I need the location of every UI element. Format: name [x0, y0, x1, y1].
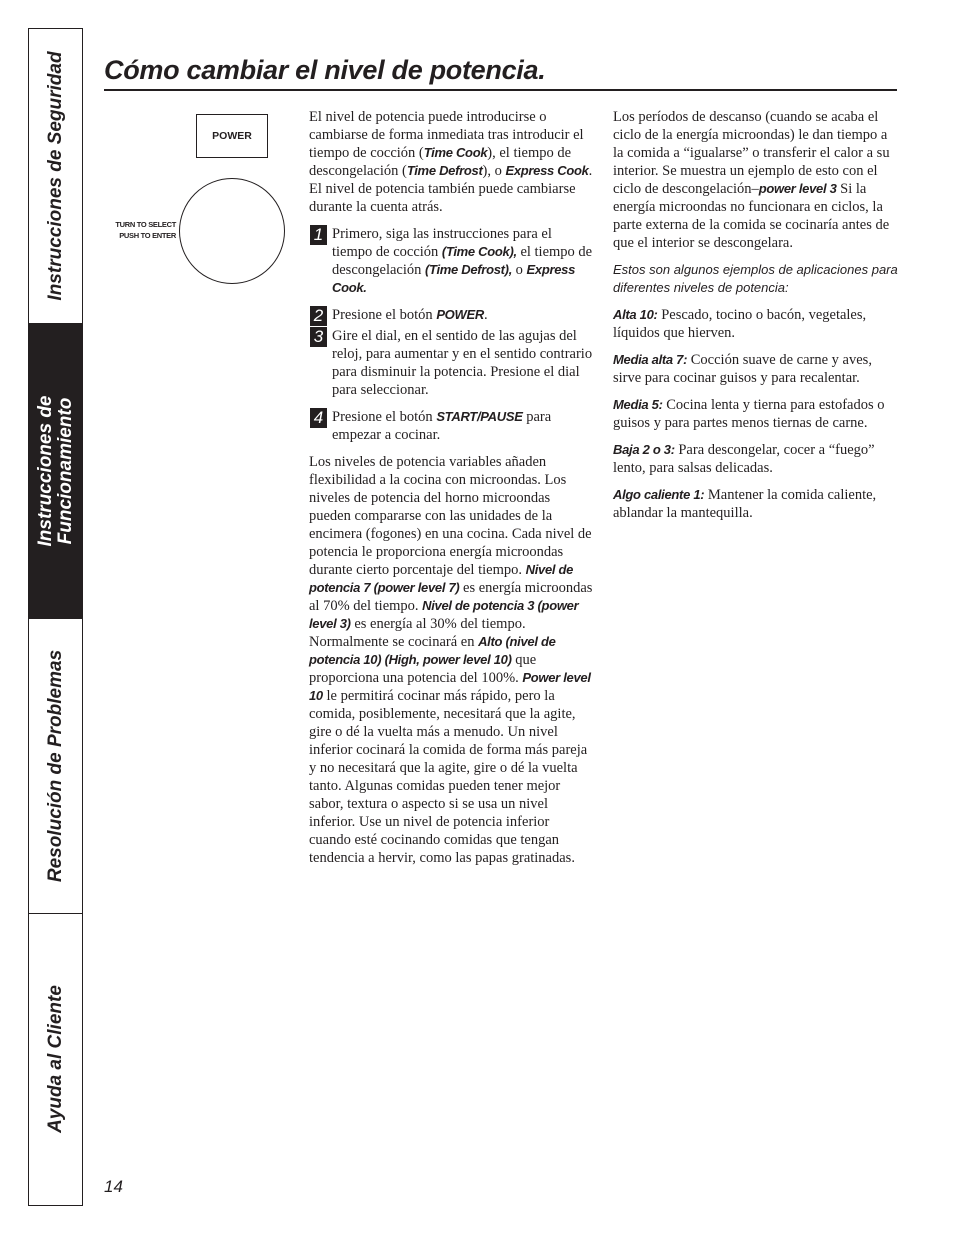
rest-periods-paragraph: Los períodos de descanso (cuando se acaba el ciclo de la energía microondas) le dan tiempo a la comida a “igualarse” o transferir el calor a su interior. Se muestra un ejemplo de esto con el ciclo de descongelación–power level 3 Si la energía microondas no funcionara en ciclos, la parte externa de la comida se cocinaría antes de que el interior se descongelara. [613, 109, 890, 251]
tab-label-line1: Instrucciones de [34, 395, 56, 547]
page-number: 14 [104, 1177, 123, 1196]
page-title: Cómo cambiar el nivel de potencia. [104, 55, 546, 85]
tab-label: Ayuda al Cliente [44, 985, 66, 1133]
step-number: 4 [310, 408, 327, 428]
title-divider [104, 89, 897, 91]
tab-label: Resolución de Problemas [44, 649, 66, 883]
step-1: 1 Primero, siga las instrucciones para el tiempo de cocción (Time Cook), el tiempo de descongelación (Time Defrost), o Express Cook. [309, 225, 594, 297]
tab-label [36, 396, 76, 547]
body-paragraph: Los niveles de potencia variables añaden flexibilidad a la cocina con microondas. Los niveles de potencia del horno microondas pueden compararse con las unidades de la encimera (fogones) en una cocina. Cada nivel de potencia le proporciona energía microondas durante cierto porcentaje del tiempo. Nivel de potencia 7 (power level 7) es energía microondas al 70% del tiempo. Nivel de potencia 3 (power level 3) es energía al 30% del tiempo. Normalmente se cocinará en Alto (nivel de potencia 10) (High, power level 10) que proporciona una potencia del 100%. Power level 10 le permitirá cocinar más rápido, pero la comida, posiblemente, necesitará que la agite, gire o dé la vuelta más a menudo. Un nivel inferior cocinará la comida de forma más pareja y no necesitará que la agite, gire o dé la vuelta tanto. Algunas comidas pueden tener mejor sabor, textura o aspecto si se usa un nivel inferior. Use un nivel de potencia inferior cuando esté cocinando comidas que tengan tendencia a hervir, como las papas gratinadas. [309, 454, 593, 866]
intro-paragraph: El nivel de potencia puede introducirse o cambiarse de forma inmediata tras introducir el tiempo de cocción (Time Cook), el tiempo de descongelación (Time Defrost), o Express Cook. El nivel de potencia también puede cambiarse durante la cuenta atrás. [309, 109, 593, 215]
tab-customer-service[interactable] [29, 914, 82, 1204]
step-number: 3 [310, 327, 327, 347]
examples-intro: Estos son algunos ejemplos de aplicaciones para diferentes niveles de potencia: [613, 262, 898, 295]
column-right [613, 108, 901, 531]
level-medium-high: Media alta 7: Cocción suave de carne y aves, sirve para cocinar guisos y para recalentar. [613, 352, 872, 386]
tab-label-line2: Funcionamiento [54, 397, 76, 545]
tab-operating-instructions[interactable] [29, 324, 82, 619]
dial-label-line1: TURN TO SELECT [115, 220, 176, 229]
step-4: 4 Presione el botón START/PAUSE para empezar a cocinar. [309, 408, 594, 444]
dial-label-line2: PUSH TO ENTER [119, 231, 176, 240]
step-3: 3 Gire el dial, en el sentido de las agujas del reloj, para aumentar y en el sentido contrario para disminuir la potencia. Presione el dial para seleccionar. [309, 327, 594, 399]
tab-safety-instructions[interactable] [29, 29, 82, 324]
level-high: Alta 10: Pescado, tocino o bacón, vegetales, líquidos que hierven. [613, 307, 867, 341]
power-button[interactable]: POWER [196, 114, 268, 158]
sidebar-tabs [28, 28, 83, 1206]
select-dial[interactable] [179, 178, 285, 284]
level-low: Baja 2 o 3: Para descongelar, cocer a “fuego” lento, para salsas delicadas. [613, 442, 875, 476]
step-number: 2 [310, 306, 327, 326]
column-left [309, 108, 594, 876]
dial-label [96, 219, 176, 241]
step-2: 2 Presione el botón POWER. [309, 306, 594, 324]
level-warm: Algo caliente 1: Mantener la comida caliente, ablandar la mantequilla. [613, 487, 877, 521]
tab-label: Instrucciones de Seguridad [44, 51, 66, 301]
tab-troubleshooting[interactable] [29, 619, 82, 914]
level-medium: Media 5: Cocina lenta y tierna para estofados o guisos y para partes menos tiernas de carne. [613, 397, 885, 431]
step-number: 1 [310, 225, 327, 245]
